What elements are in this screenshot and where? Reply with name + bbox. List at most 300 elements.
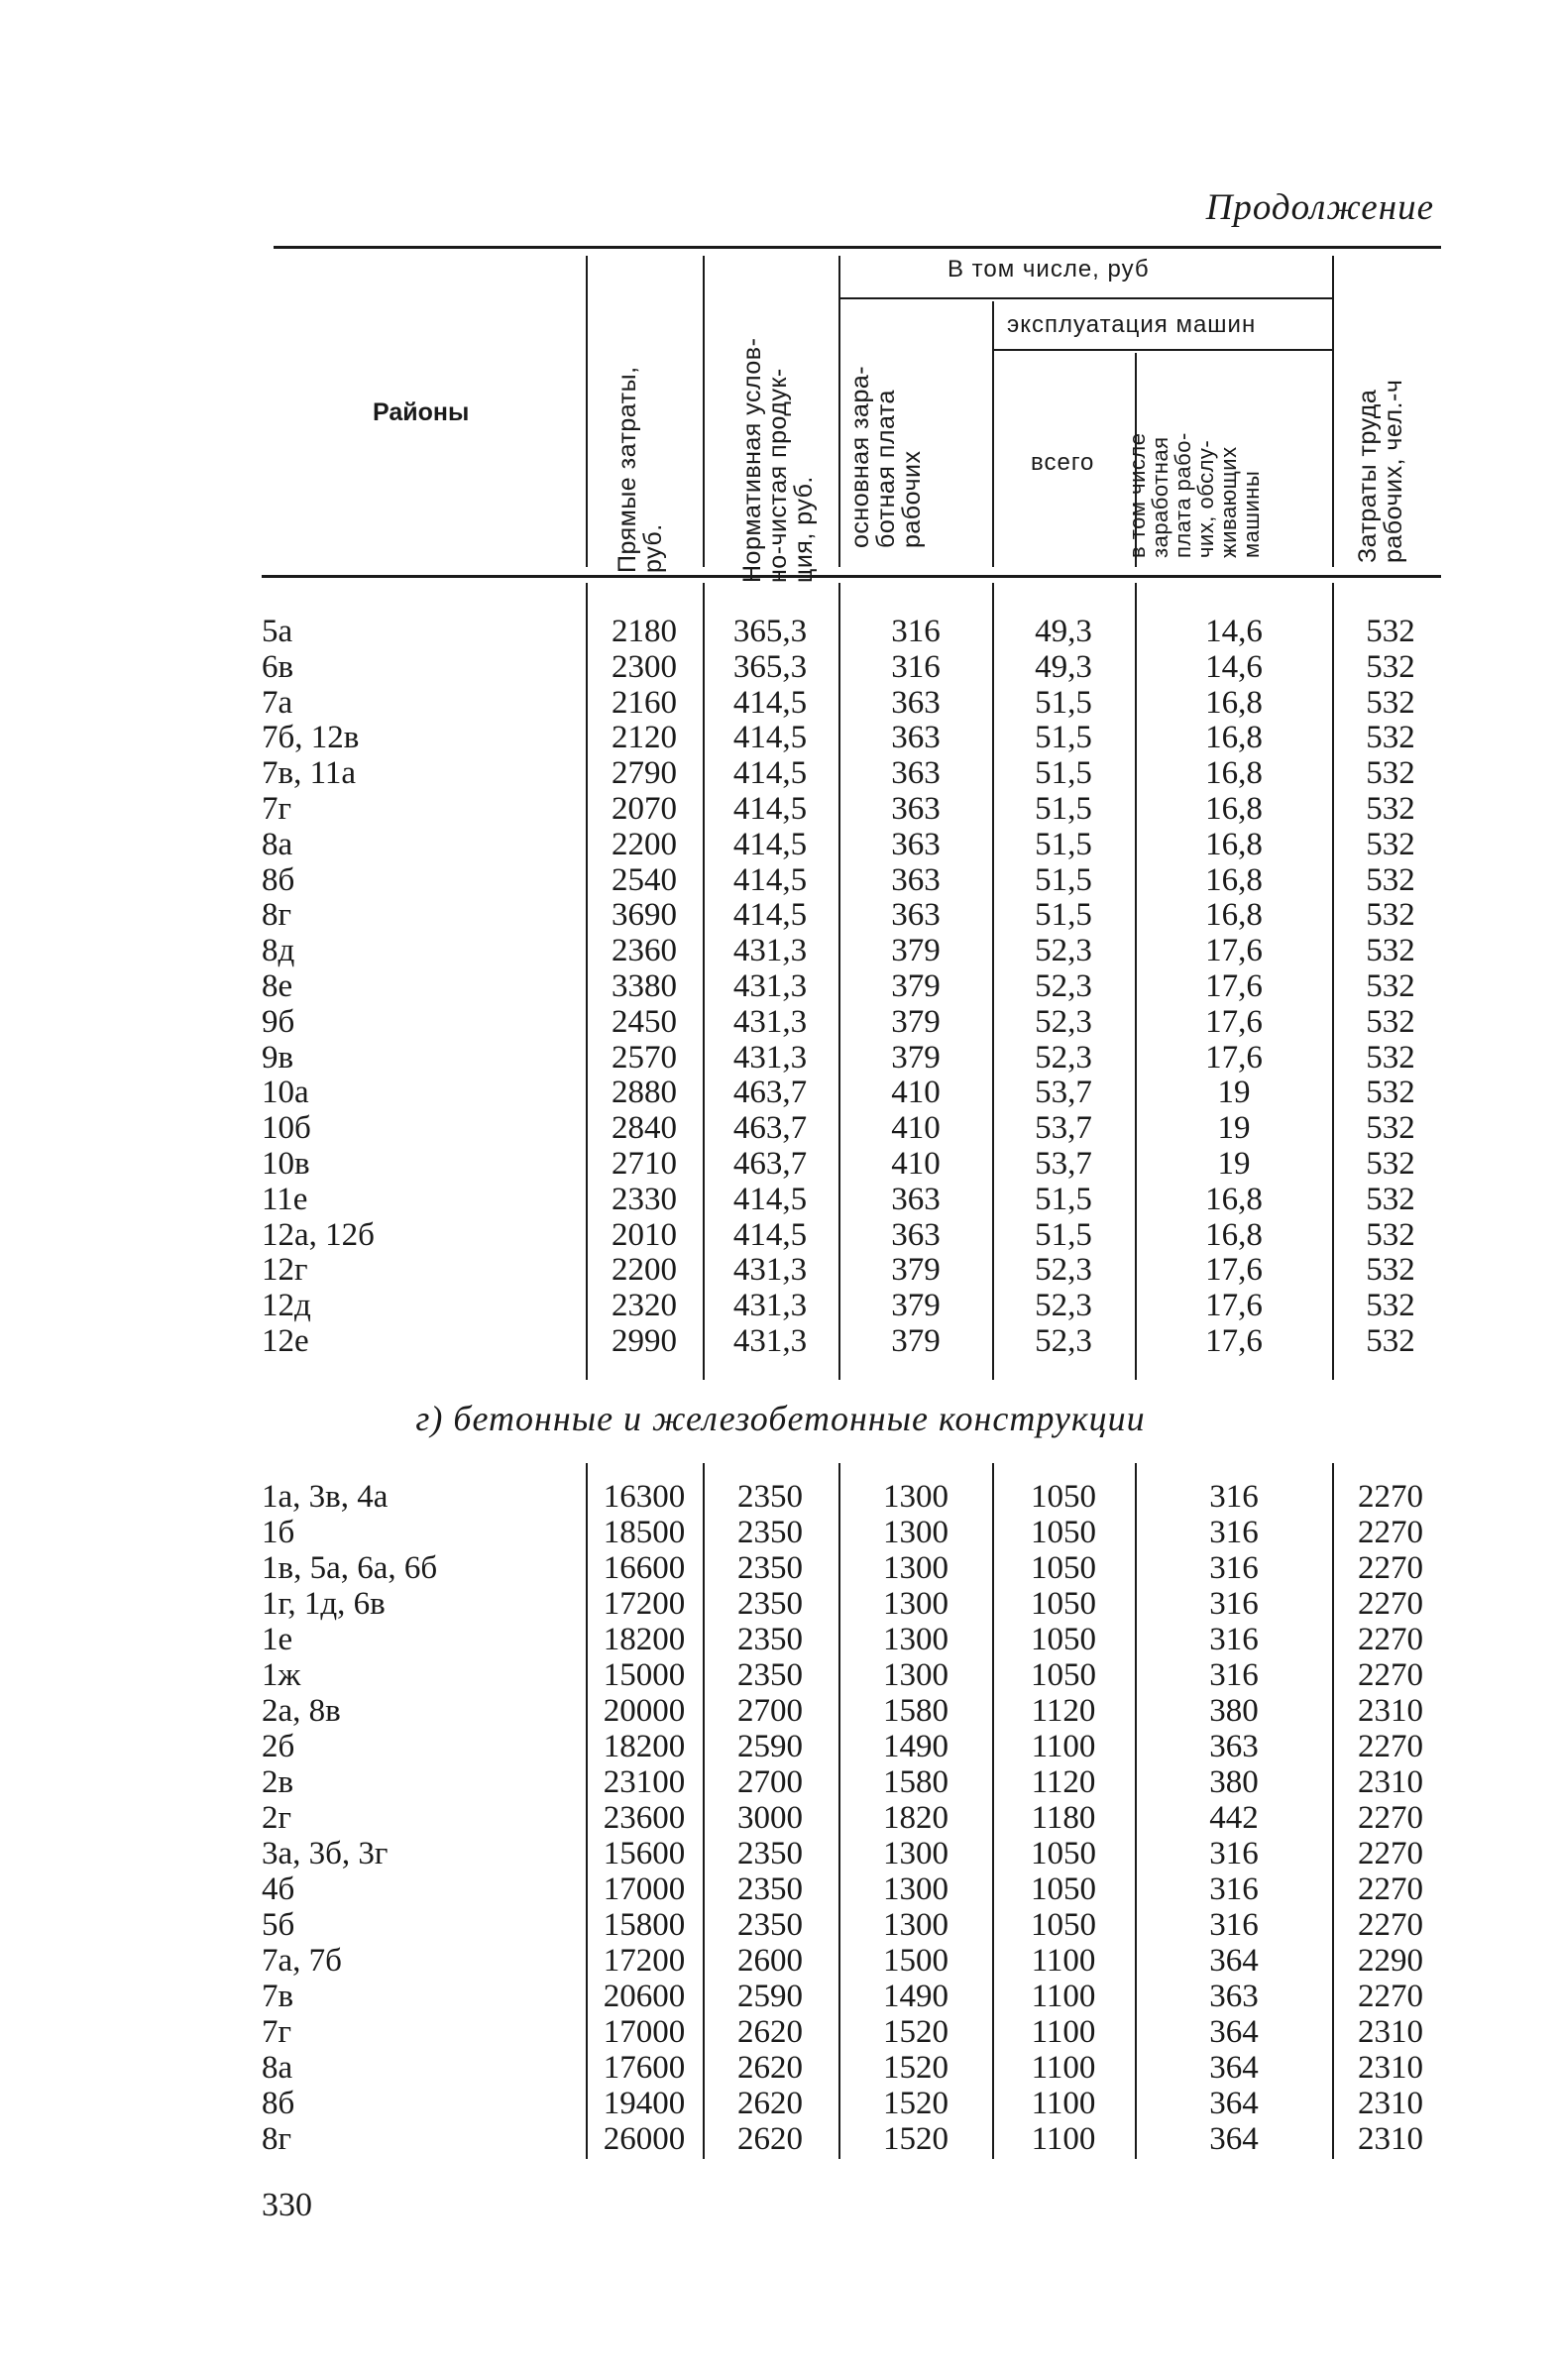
cell-labor: 2290 [1358, 1943, 1423, 1979]
cell-direct: 15000 [603, 1657, 686, 1693]
cell-machines-total: 1180 [1031, 1800, 1096, 1836]
cell-direct: 18500 [603, 1515, 686, 1550]
cell-wage: 363 [891, 861, 941, 898]
cell-labor: 532 [1366, 684, 1415, 721]
cell-district: 6в [262, 648, 294, 685]
cell-labor: 532 [1366, 826, 1415, 862]
cell-labor: 532 [1366, 614, 1415, 649]
table-row [0, 1907, 1561, 1943]
cell-wage: 1490 [883, 1729, 948, 1764]
table-row [0, 1693, 1561, 1729]
cell-direct: 2450 [612, 1003, 677, 1040]
cell-labor: 2310 [1358, 2014, 1423, 2050]
cell-normative: 463,7 [732, 1075, 808, 1111]
cell-labor: 532 [1366, 1323, 1415, 1359]
cell-district: 8а [262, 2050, 293, 2086]
cell-normative: 414,5 [732, 720, 808, 756]
cell-machines-total: 52,3 [1035, 1252, 1092, 1289]
table-row [0, 685, 1561, 721]
cell-normative: 2590 [737, 1729, 803, 1764]
cell-direct: 17000 [603, 1871, 686, 1907]
cell-district: 1г, 1д, 6в [262, 1586, 386, 1622]
cell-normative: 2350 [737, 1515, 803, 1550]
table-row [0, 720, 1561, 755]
table-row [0, 649, 1561, 685]
cell-machines-wage: 316 [1209, 1479, 1259, 1515]
cell-wage: 1300 [883, 1836, 948, 1871]
cell-wage: 410 [891, 1110, 941, 1147]
cell-machines-total: 1050 [1031, 1836, 1096, 1871]
header-col-sep-3 [838, 256, 840, 567]
table-row [0, 897, 1561, 933]
cell-wage: 1520 [883, 2014, 948, 2050]
cell-machines-wage: 16,8 [1205, 826, 1263, 862]
cell-normative: 2350 [737, 1622, 803, 1657]
header-bottom-rule [262, 575, 1441, 578]
cell-machines-total: 1050 [1031, 1550, 1096, 1586]
cell-machines-wage: 364 [1209, 1943, 1259, 1979]
cell-machines-total: 1100 [1031, 1729, 1096, 1764]
cell-labor: 532 [1366, 648, 1415, 685]
page-number: 330 [262, 2187, 312, 2223]
cell-normative: 2700 [737, 1693, 803, 1729]
cell-district: 1ж [262, 1657, 301, 1693]
cell-machines-total: 53,7 [1035, 1146, 1092, 1182]
table-row [0, 1622, 1561, 1657]
cell-machines-wage: 17,6 [1205, 933, 1263, 969]
cell-machines-total: 52,3 [1035, 968, 1092, 1004]
cell-district: 2б [262, 1729, 295, 1764]
cell-normative: 2350 [737, 1550, 803, 1586]
cell-machines-total: 51,5 [1035, 684, 1092, 721]
cell-direct: 18200 [603, 1729, 686, 1764]
cell-normative: 414,5 [732, 791, 808, 827]
cell-wage: 1490 [883, 1979, 948, 2014]
table-row [0, 1836, 1561, 1871]
cell-district: 8г [262, 897, 292, 934]
cell-machines-wage: 16,8 [1205, 791, 1263, 827]
cell-district: 12д [262, 1288, 311, 1324]
cell-normative: 2620 [737, 2121, 803, 2157]
table-row [0, 1110, 1561, 1146]
cell-machines-wage: 316 [1209, 1907, 1259, 1943]
table-row [0, 2050, 1561, 2086]
including-group-rule [839, 297, 1333, 299]
cell-district: 2г [262, 1800, 292, 1836]
cell-wage: 410 [891, 1146, 941, 1182]
cell-labor: 2270 [1358, 1907, 1423, 1943]
cell-labor: 2270 [1358, 1622, 1423, 1657]
table-row [0, 1182, 1561, 1217]
cell-direct: 2330 [612, 1181, 677, 1217]
cell-district: 9б [262, 1003, 295, 1040]
cell-machines-wage: 380 [1209, 1764, 1259, 1800]
cell-direct: 17600 [603, 2050, 686, 2086]
header-col-sep-2 [703, 256, 705, 567]
cell-direct: 2540 [612, 861, 677, 898]
cell-district: 5б [262, 1907, 295, 1943]
cell-direct: 18200 [603, 1622, 686, 1657]
cell-district: 10в [262, 1146, 310, 1182]
cell-machines-wage: 316 [1209, 1657, 1259, 1693]
table-row [0, 1943, 1561, 1979]
table-row [0, 1871, 1561, 1907]
cell-labor: 2310 [1358, 1764, 1423, 1800]
cell-machines-total: 1100 [1031, 1943, 1096, 1979]
cell-machines-wage: 316 [1209, 1622, 1259, 1657]
cell-wage: 363 [891, 791, 941, 827]
cell-district: 1в, 5а, 6а, 6б [262, 1550, 438, 1586]
cell-labor: 532 [1366, 1075, 1415, 1111]
header-col-sep-1 [586, 256, 588, 567]
cell-labor: 2270 [1358, 1586, 1423, 1622]
cell-machines-wage: 17,6 [1205, 1252, 1263, 1289]
header-machine-total: всего [1031, 449, 1095, 476]
cell-machines-total: 51,5 [1035, 861, 1092, 898]
cell-normative: 431,3 [732, 1003, 808, 1040]
cell-machines-wage: 364 [1209, 2121, 1259, 2157]
table-row [0, 1586, 1561, 1622]
cell-direct: 2120 [612, 720, 677, 756]
cell-direct: 2840 [612, 1110, 677, 1147]
cell-wage: 379 [891, 1252, 941, 1289]
cell-direct: 15800 [603, 1907, 686, 1943]
cell-normative: 414,5 [732, 826, 808, 862]
cell-district: 8а [262, 826, 293, 862]
cell-machines-total: 1050 [1031, 1871, 1096, 1907]
cell-machines-wage: 16,8 [1205, 897, 1263, 934]
cell-machines-total: 52,3 [1035, 1323, 1092, 1359]
table-row [0, 1288, 1561, 1323]
cell-wage: 379 [891, 933, 941, 969]
cell-machines-wage: 14,6 [1205, 614, 1263, 649]
cell-direct: 2710 [612, 1146, 677, 1182]
table-row [0, 755, 1561, 791]
table-row [0, 2014, 1561, 2050]
table-row [0, 968, 1561, 1004]
cell-district: 7в [262, 1979, 294, 2014]
cell-machines-total: 1050 [1031, 1515, 1096, 1550]
cell-normative: 365,3 [732, 614, 808, 649]
table-row [0, 1979, 1561, 2014]
cell-machines-wage: 316 [1209, 1871, 1259, 1907]
cell-machines-total: 52,3 [1035, 1288, 1092, 1324]
cell-labor: 2310 [1358, 2121, 1423, 2157]
cell-wage: 379 [891, 1323, 941, 1359]
cell-machines-wage: 316 [1209, 1515, 1259, 1550]
cell-wage: 1300 [883, 1871, 948, 1907]
cell-labor: 2270 [1358, 1515, 1423, 1550]
cell-machines-wage: 19 [1217, 1146, 1251, 1182]
cell-labor: 532 [1366, 1110, 1415, 1147]
cell-wage: 363 [891, 684, 941, 721]
cell-district: 7а, 7б [262, 1943, 342, 1979]
cell-labor: 2270 [1358, 1479, 1423, 1515]
cell-normative: 2620 [737, 2014, 803, 2050]
cell-labor: 532 [1366, 1003, 1415, 1040]
cell-machines-total: 51,5 [1035, 720, 1092, 756]
cell-district: 1б [262, 1515, 295, 1550]
cell-normative: 2590 [737, 1979, 803, 2014]
cell-direct: 16300 [603, 1479, 686, 1515]
cell-district: 10а [262, 1075, 309, 1111]
cell-district: 8б [262, 861, 295, 898]
cell-wage: 363 [891, 1181, 941, 1217]
cell-direct: 26000 [603, 2121, 686, 2157]
cell-wage: 1300 [883, 1622, 948, 1657]
cell-labor: 2270 [1358, 1550, 1423, 1586]
cell-machines-total: 53,7 [1035, 1110, 1092, 1147]
cell-wage: 316 [891, 648, 941, 685]
cell-district: 9в [262, 1039, 294, 1076]
cell-wage: 363 [891, 755, 941, 792]
cell-normative: 365,3 [732, 648, 808, 685]
cell-district: 11е [262, 1181, 308, 1217]
cell-machines-total: 52,3 [1035, 1039, 1092, 1076]
cell-wage: 1300 [883, 1479, 948, 1515]
cell-wage: 1300 [883, 1550, 948, 1586]
cell-normative: 431,3 [732, 1039, 808, 1076]
cell-normative: 414,5 [732, 1216, 808, 1253]
cell-machines-wage: 17,6 [1205, 1323, 1263, 1359]
cell-labor: 2270 [1358, 1979, 1423, 2014]
cell-normative: 414,5 [732, 897, 808, 934]
cell-wage: 410 [891, 1075, 941, 1111]
cell-wage: 1520 [883, 2050, 948, 2086]
cell-machines-wage: 16,8 [1205, 755, 1263, 792]
cell-direct: 17000 [603, 2014, 686, 2050]
cell-machines-total: 53,7 [1035, 1075, 1092, 1111]
cell-direct: 3380 [612, 968, 677, 1004]
cell-machines-wage: 17,6 [1205, 1288, 1263, 1324]
cell-wage: 363 [891, 720, 941, 756]
cell-district: 7в, 11а [262, 755, 357, 792]
cell-district: 8г [262, 2121, 292, 2157]
cell-direct: 2200 [612, 826, 677, 862]
cell-machines-total: 52,3 [1035, 1003, 1092, 1040]
cell-machines-wage: 364 [1209, 2014, 1259, 2050]
cell-direct: 2880 [612, 1075, 677, 1111]
cell-wage: 1580 [883, 1764, 948, 1800]
header-machine-wage: в том числе заработная плата рабо- чих, обслу- живающих машины [1125, 432, 1264, 558]
cell-direct: 2010 [612, 1216, 677, 1253]
cell-machines-wage: 16,8 [1205, 720, 1263, 756]
cell-machines-total: 1100 [1031, 2050, 1096, 2086]
cell-labor: 2270 [1358, 1729, 1423, 1764]
cell-district: 8б [262, 2086, 295, 2121]
table-row [0, 614, 1561, 649]
cell-machines-total: 51,5 [1035, 1181, 1092, 1217]
cell-district: 7г [262, 791, 292, 827]
cell-direct: 2070 [612, 791, 677, 827]
cell-machines-total: 1100 [1031, 2121, 1096, 2157]
cell-wage: 316 [891, 614, 941, 649]
cell-labor: 532 [1366, 1216, 1415, 1253]
cell-labor: 532 [1366, 720, 1415, 756]
table-row [0, 1515, 1561, 1550]
cell-labor: 532 [1366, 1181, 1415, 1217]
cell-machines-total: 49,3 [1035, 648, 1092, 685]
cell-direct: 15600 [603, 1836, 686, 1871]
cell-direct: 2300 [612, 648, 677, 685]
cell-direct: 23600 [603, 1800, 686, 1836]
cell-district: 4б [262, 1871, 295, 1907]
header-col-sep-6 [1332, 256, 1334, 567]
cell-machines-total: 51,5 [1035, 755, 1092, 792]
table-row [0, 2121, 1561, 2157]
cell-district: 10б [262, 1110, 311, 1147]
cell-labor: 532 [1366, 755, 1415, 792]
cell-machines-total: 1120 [1031, 1764, 1096, 1800]
cell-direct: 20000 [603, 1693, 686, 1729]
cell-machines-wage: 364 [1209, 2086, 1259, 2121]
cell-labor: 2270 [1358, 1800, 1423, 1836]
cell-machines-wage: 442 [1209, 1800, 1259, 1836]
cell-normative: 2350 [737, 1907, 803, 1943]
cell-normative: 431,3 [732, 1288, 808, 1324]
header-normative-production: Нормативная услов- но-чистая продук- ция, руб. [738, 337, 818, 583]
table-row [0, 1040, 1561, 1076]
cell-labor: 532 [1366, 861, 1415, 898]
cell-machines-wage: 316 [1209, 1550, 1259, 1586]
cell-direct: 2180 [612, 614, 677, 649]
cell-district: 8д [262, 933, 295, 969]
cell-labor: 532 [1366, 968, 1415, 1004]
cell-machines-wage: 363 [1209, 1979, 1259, 2014]
cell-direct: 23100 [603, 1764, 686, 1800]
cell-direct: 19400 [603, 2086, 686, 2121]
cell-normative: 3000 [737, 1800, 803, 1836]
cell-district: 8е [262, 968, 293, 1004]
cell-direct: 2360 [612, 933, 677, 969]
cell-labor: 2270 [1358, 1836, 1423, 1871]
cell-wage: 379 [891, 1003, 941, 1040]
cell-normative: 463,7 [732, 1146, 808, 1182]
cell-machines-wage: 364 [1209, 2050, 1259, 2086]
cell-district: 2а, 8в [262, 1693, 341, 1729]
cell-wage: 379 [891, 968, 941, 1004]
cell-normative: 414,5 [732, 1181, 808, 1217]
header-including-group: В том числе, руб [948, 256, 1150, 283]
cell-machines-wage: 316 [1209, 1586, 1259, 1622]
cell-district: 2в [262, 1764, 294, 1800]
table-row [0, 933, 1561, 968]
cell-labor: 532 [1366, 1039, 1415, 1076]
table-row [0, 1217, 1561, 1253]
cell-wage: 1300 [883, 1515, 948, 1550]
cell-direct: 2200 [612, 1252, 677, 1289]
cell-labor: 2270 [1358, 1657, 1423, 1693]
cell-machines-total: 1120 [1031, 1693, 1096, 1729]
cell-normative: 2620 [737, 2050, 803, 2086]
cell-district: 12г [262, 1252, 308, 1289]
header-labor-costs: Затраты труда рабочих, чел.-ч [1354, 379, 1407, 563]
section-title-concrete: г) бетонные и железобетонные конструкции [415, 1399, 1146, 1438]
table-row [0, 1075, 1561, 1110]
table-row [0, 791, 1561, 827]
cell-machines-total: 1050 [1031, 1657, 1096, 1693]
cell-wage: 363 [891, 1216, 941, 1253]
cell-normative: 414,5 [732, 861, 808, 898]
cell-normative: 431,3 [732, 933, 808, 969]
cell-machines-wage: 16,8 [1205, 684, 1263, 721]
cell-wage: 1300 [883, 1586, 948, 1622]
cell-normative: 431,3 [732, 1323, 808, 1359]
cell-machines-total: 1050 [1031, 1907, 1096, 1943]
cell-machines-wage: 19 [1217, 1075, 1251, 1111]
cell-labor: 532 [1366, 933, 1415, 969]
cell-district: 12а, 12б [262, 1216, 375, 1253]
cell-machines-total: 1050 [1031, 1586, 1096, 1622]
cell-direct: 17200 [603, 1586, 686, 1622]
cell-normative: 414,5 [732, 755, 808, 792]
cell-direct: 3690 [612, 897, 677, 934]
cell-machines-wage: 16,8 [1205, 1216, 1263, 1253]
cell-machines-wage: 16,8 [1205, 861, 1263, 898]
cell-district: 7а [262, 684, 293, 721]
cell-labor: 532 [1366, 1252, 1415, 1289]
table-row [0, 1323, 1561, 1359]
cell-district: 1е [262, 1622, 293, 1657]
cell-machines-total: 1100 [1031, 1979, 1096, 2014]
cell-machines-total: 1100 [1031, 2014, 1096, 2050]
table-row [0, 1479, 1561, 1515]
cell-direct: 17200 [603, 1943, 686, 1979]
cell-machines-total: 51,5 [1035, 897, 1092, 934]
cell-labor: 532 [1366, 1146, 1415, 1182]
cell-wage: 363 [891, 826, 941, 862]
cell-labor: 532 [1366, 791, 1415, 827]
cell-direct: 2990 [612, 1323, 677, 1359]
cell-normative: 431,3 [732, 968, 808, 1004]
cell-wage: 1580 [883, 1693, 948, 1729]
table-top-rule [274, 246, 1441, 249]
cell-labor: 532 [1366, 1288, 1415, 1324]
cell-normative: 2350 [737, 1657, 803, 1693]
cell-normative: 2350 [737, 1836, 803, 1871]
table-row [0, 1657, 1561, 1693]
cell-district: 5а [262, 614, 293, 649]
table-row [0, 2086, 1561, 2121]
cell-normative: 2700 [737, 1764, 803, 1800]
cell-district: 7б, 12в [262, 720, 360, 756]
cell-machines-wage: 363 [1209, 1729, 1259, 1764]
header-col-sep-4 [992, 301, 994, 567]
cell-direct: 2790 [612, 755, 677, 792]
header-machine-group: эксплуатация машин [1007, 311, 1257, 338]
cell-direct: 20600 [603, 1979, 686, 2014]
cell-machines-total: 1050 [1031, 1479, 1096, 1515]
cell-machines-total: 51,5 [1035, 791, 1092, 827]
table-row [0, 827, 1561, 862]
table-row [0, 1004, 1561, 1040]
cell-labor: 2270 [1358, 1871, 1423, 1907]
cell-wage: 1520 [883, 2086, 948, 2121]
cell-wage: 1300 [883, 1907, 948, 1943]
cell-normative: 431,3 [732, 1252, 808, 1289]
cell-labor: 2310 [1358, 1693, 1423, 1729]
cell-direct: 2160 [612, 684, 677, 721]
cell-machines-total: 49,3 [1035, 614, 1092, 649]
cell-labor: 2310 [1358, 2086, 1423, 2121]
table-row [0, 1800, 1561, 1836]
cell-normative: 463,7 [732, 1110, 808, 1147]
cell-normative: 2350 [737, 1871, 803, 1907]
table-row [0, 1550, 1561, 1586]
cell-direct: 2570 [612, 1039, 677, 1076]
table-row [0, 1146, 1561, 1182]
header-base-wage: основная зара- ботная плата рабочих [846, 365, 926, 548]
